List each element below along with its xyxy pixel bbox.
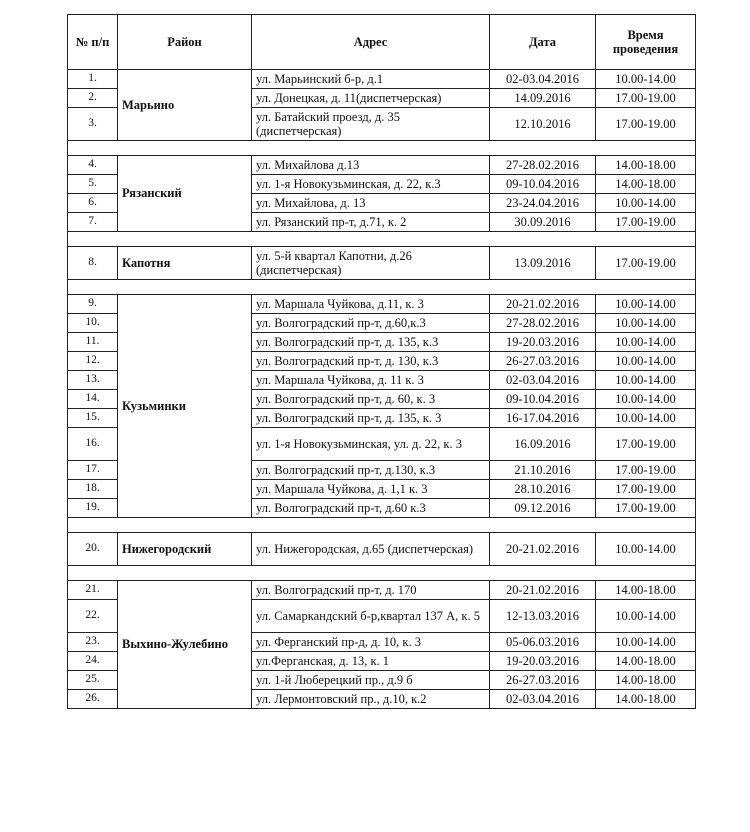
row-num: 2.	[68, 89, 118, 108]
row-time: 10.00-14.00	[596, 633, 696, 652]
row-time: 10.00-14.00	[596, 314, 696, 333]
row-num: 20.	[68, 533, 118, 566]
row-address: ул. Маршала Чуйкова, д. 11 к. 3	[252, 371, 490, 390]
row-date: 02-03.04.2016	[490, 690, 596, 709]
row-num: 13.	[68, 371, 118, 390]
row-time: 10.00-14.00	[596, 194, 696, 213]
row-time: 10.00-14.00	[596, 409, 696, 428]
row-time: 14.00-18.00	[596, 581, 696, 600]
row-time: 10.00-14.00	[596, 352, 696, 371]
separator-row	[68, 566, 696, 581]
row-date: 20-21.02.2016	[490, 295, 596, 314]
row-date: 02-03.04.2016	[490, 371, 596, 390]
row-num: 8.	[68, 247, 118, 280]
row-time: 14.00-18.00	[596, 156, 696, 175]
row-num: 5.	[68, 175, 118, 194]
separator-row	[68, 280, 696, 295]
row-date: 27-28.02.2016	[490, 314, 596, 333]
header-row	[68, 15, 696, 70]
row-date: 19-20.03.2016	[490, 333, 596, 352]
row-address: ул. Марьинский б-р, д.1	[252, 70, 490, 89]
row-num: 22.	[68, 600, 118, 633]
row-date: 23-24.04.2016	[490, 194, 596, 213]
row-date: 12.10.2016	[490, 108, 596, 141]
row-time: 10.00-14.00	[596, 533, 696, 566]
row-time: 14.00-18.00	[596, 175, 696, 194]
table-row	[68, 295, 696, 314]
row-address: ул. 1-я Новокузьминская, ул. д. 22, к. 3	[252, 428, 490, 461]
row-date: 02-03.04.2016	[490, 70, 596, 89]
header-time: Время проведения	[596, 15, 696, 70]
row-time: 10.00-14.00	[596, 390, 696, 409]
row-time: 17.00-19.00	[596, 499, 696, 518]
table-row	[68, 156, 696, 175]
row-address: ул. Нижегородская, д.65 (диспетчерская)	[252, 533, 490, 566]
row-num: 17.	[68, 461, 118, 480]
row-address: ул.Ферганская, д. 13, к. 1	[252, 652, 490, 671]
row-date: 09.12.2016	[490, 499, 596, 518]
header-district: Район	[118, 15, 252, 70]
row-date: 27-28.02.2016	[490, 156, 596, 175]
row-num: 24.	[68, 652, 118, 671]
row-time: 10.00-14.00	[596, 70, 696, 89]
row-address: ул. Ферганский пр-д, д. 10, к. 3	[252, 633, 490, 652]
row-date: 09-10.04.2016	[490, 390, 596, 409]
schedule-table	[67, 14, 696, 709]
row-date: 30.09.2016	[490, 213, 596, 232]
row-num: 9.	[68, 295, 118, 314]
row-address: ул. Волгоградский пр-т, д. 170	[252, 581, 490, 600]
row-time: 10.00-14.00	[596, 371, 696, 390]
row-num: 19.	[68, 499, 118, 518]
row-address: ул. 1-я Новокузьминская, д. 22, к.3	[252, 175, 490, 194]
table-row	[68, 247, 696, 280]
district-cell: Марьино	[118, 70, 252, 141]
row-address: ул. Лермонтовский пр., д.10, к.2	[252, 690, 490, 709]
row-date: 19-20.03.2016	[490, 652, 596, 671]
row-date: 20-21.02.2016	[490, 581, 596, 600]
row-address: ул. Волгоградский пр-т, д. 135, к.3	[252, 333, 490, 352]
row-num: 26.	[68, 690, 118, 709]
row-time: 14.00-18.00	[596, 652, 696, 671]
row-address: ул. 5-й квартал Капотни, д.26 (диспетчерская)	[252, 247, 490, 280]
row-time: 14.00-18.00	[596, 690, 696, 709]
table-row	[68, 70, 696, 89]
row-num: 7.	[68, 213, 118, 232]
header-num: № п/п	[68, 15, 118, 70]
row-num: 12.	[68, 352, 118, 371]
row-date: 28.10.2016	[490, 480, 596, 499]
district-cell: Выхино-Жулебино	[118, 581, 252, 709]
row-address: ул. Самаркандский б-р,квартал 137 А, к. 5	[252, 600, 490, 633]
row-num: 11.	[68, 333, 118, 352]
row-time: 10.00-14.00	[596, 600, 696, 633]
row-num: 6.	[68, 194, 118, 213]
row-date: 09-10.04.2016	[490, 175, 596, 194]
row-num: 23.	[68, 633, 118, 652]
row-date: 13.09.2016	[490, 247, 596, 280]
row-date: 26-27.03.2016	[490, 671, 596, 690]
row-address: ул. Волгоградский пр-т, д.130, к.3	[252, 461, 490, 480]
row-date: 16-17.04.2016	[490, 409, 596, 428]
row-address: ул. Михайлова, д. 13	[252, 194, 490, 213]
row-address: ул. Михайлова д.13	[252, 156, 490, 175]
row-num: 1.	[68, 70, 118, 89]
row-num: 15.	[68, 409, 118, 428]
row-address: ул. Рязанский пр-т, д.71, к. 2	[252, 213, 490, 232]
row-time: 17.00-19.00	[596, 247, 696, 280]
row-time: 17.00-19.00	[596, 108, 696, 141]
row-address: ул. Волгоградский пр-т, д. 135, к. 3	[252, 409, 490, 428]
row-time: 17.00-19.00	[596, 428, 696, 461]
row-address: ул. 1-й Люберецкий пр., д.9 б	[252, 671, 490, 690]
row-time: 17.00-19.00	[596, 461, 696, 480]
row-num: 25.	[68, 671, 118, 690]
row-address: ул. Волгоградский пр-т, д. 130, к.3	[252, 352, 490, 371]
row-num: 4.	[68, 156, 118, 175]
row-address: ул. Маршала Чуйкова, д.11, к. 3	[252, 295, 490, 314]
row-time: 17.00-19.00	[596, 89, 696, 108]
district-cell: Нижегородский	[118, 533, 252, 566]
row-date: 14.09.2016	[490, 89, 596, 108]
row-num: 16.	[68, 428, 118, 461]
row-num: 10.	[68, 314, 118, 333]
separator-row	[68, 232, 696, 247]
row-date: 20-21.02.2016	[490, 533, 596, 566]
row-date: 21.10.2016	[490, 461, 596, 480]
row-address: ул. Волгоградский пр-т, д.60,к.3	[252, 314, 490, 333]
district-cell: Рязанский	[118, 156, 252, 232]
table-row	[68, 533, 696, 566]
row-time: 14.00-18.00	[596, 671, 696, 690]
table-row	[68, 581, 696, 600]
row-num: 3.	[68, 108, 118, 141]
row-time: 17.00-19.00	[596, 213, 696, 232]
row-date: 12-13.03.2016	[490, 600, 596, 633]
row-date: 05-06.03.2016	[490, 633, 596, 652]
separator-row	[68, 141, 696, 156]
header-address: Адрес	[252, 15, 490, 70]
separator-row	[68, 518, 696, 533]
district-cell: Кузьминки	[118, 295, 252, 518]
row-date: 26-27.03.2016	[490, 352, 596, 371]
header-date: Дата	[490, 15, 596, 70]
row-address: ул. Волгоградский пр-т, д.60 к.3	[252, 499, 490, 518]
district-cell: Капотня	[118, 247, 252, 280]
row-num: 18.	[68, 480, 118, 499]
row-address: ул. Батайский проезд, д. 35 (диспетчерская)	[252, 108, 490, 141]
row-time: 10.00-14.00	[596, 333, 696, 352]
row-time: 10.00-14.00	[596, 295, 696, 314]
row-address: ул. Донецкая, д. 11(диспетчерская)	[252, 89, 490, 108]
row-address: ул. Волгоградский пр-т, д. 60, к. 3	[252, 390, 490, 409]
row-address: ул. Маршала Чуйкова, д. 1,1 к. 3	[252, 480, 490, 499]
row-num: 14.	[68, 390, 118, 409]
row-num: 21.	[68, 581, 118, 600]
row-date: 16.09.2016	[490, 428, 596, 461]
row-time: 17.00-19.00	[596, 480, 696, 499]
